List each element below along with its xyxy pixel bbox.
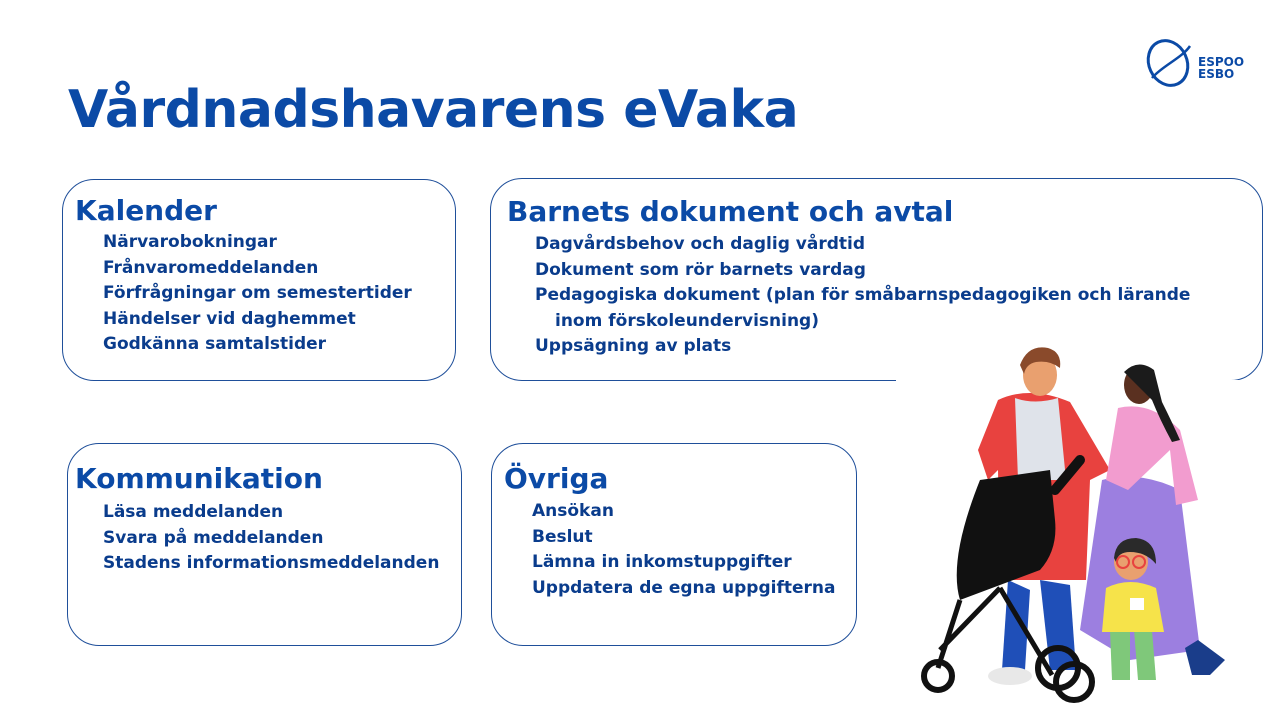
- list-item: Närvarobokningar: [103, 232, 277, 252]
- card-ovriga: [491, 443, 857, 646]
- family-stroller-illustration: [880, 330, 1280, 720]
- card-heading-kommunikation: Kommunikation: [75, 462, 323, 495]
- card-kalender: [62, 179, 456, 381]
- list-item: Beslut: [532, 526, 593, 547]
- list-item: Stadens informationsmeddelanden: [103, 553, 440, 573]
- list-ovriga: [532, 499, 835, 601]
- card-heading-ovriga: Övriga: [504, 462, 609, 495]
- card-heading-barnets-dokument: Barnets dokument och avtal: [507, 195, 954, 228]
- logo-text-espoo: ESPOO: [1198, 55, 1245, 69]
- list-item: Uppsägning av plats: [535, 336, 732, 356]
- list-item: Svara på meddelanden: [103, 527, 324, 548]
- page-title: Vårdnadshavarens eVaka: [68, 80, 799, 140]
- list-item: Ansökan: [532, 501, 614, 521]
- list-kalender: [103, 230, 412, 358]
- espoo-logo: [1142, 36, 1252, 90]
- list-item: Läsa meddelanden: [103, 502, 284, 522]
- logo-text-esbo: ESBO: [1198, 67, 1235, 81]
- list-item: Händelser vid daghemmet: [103, 308, 356, 329]
- list-item: Förfrågningar om semestertider: [103, 283, 412, 303]
- list-item: Pedagogiska dokument (plan för småbarnspedagogiken och lärande inom förskoleundervisning): [535, 285, 1191, 331]
- list-item: Uppdatera de egna uppgifterna: [532, 577, 836, 598]
- logo-text: [1198, 56, 1244, 80]
- list-item: Dokument som rör barnets vardag: [535, 259, 866, 280]
- card-kommunikation: [67, 443, 462, 646]
- list-item: Dagvårdsbehov och daglig vårdtid: [535, 234, 866, 254]
- espoo-logo-icon: [1142, 36, 1198, 90]
- list-item: Lämna in inkomstuppgifter: [532, 552, 792, 572]
- list-kommunikation: [103, 500, 439, 577]
- list-item: Godkänna samtalstider: [103, 334, 327, 354]
- card-heading-kalender: Kalender: [75, 194, 217, 227]
- list-item: Frånvaromeddelanden: [103, 257, 319, 278]
